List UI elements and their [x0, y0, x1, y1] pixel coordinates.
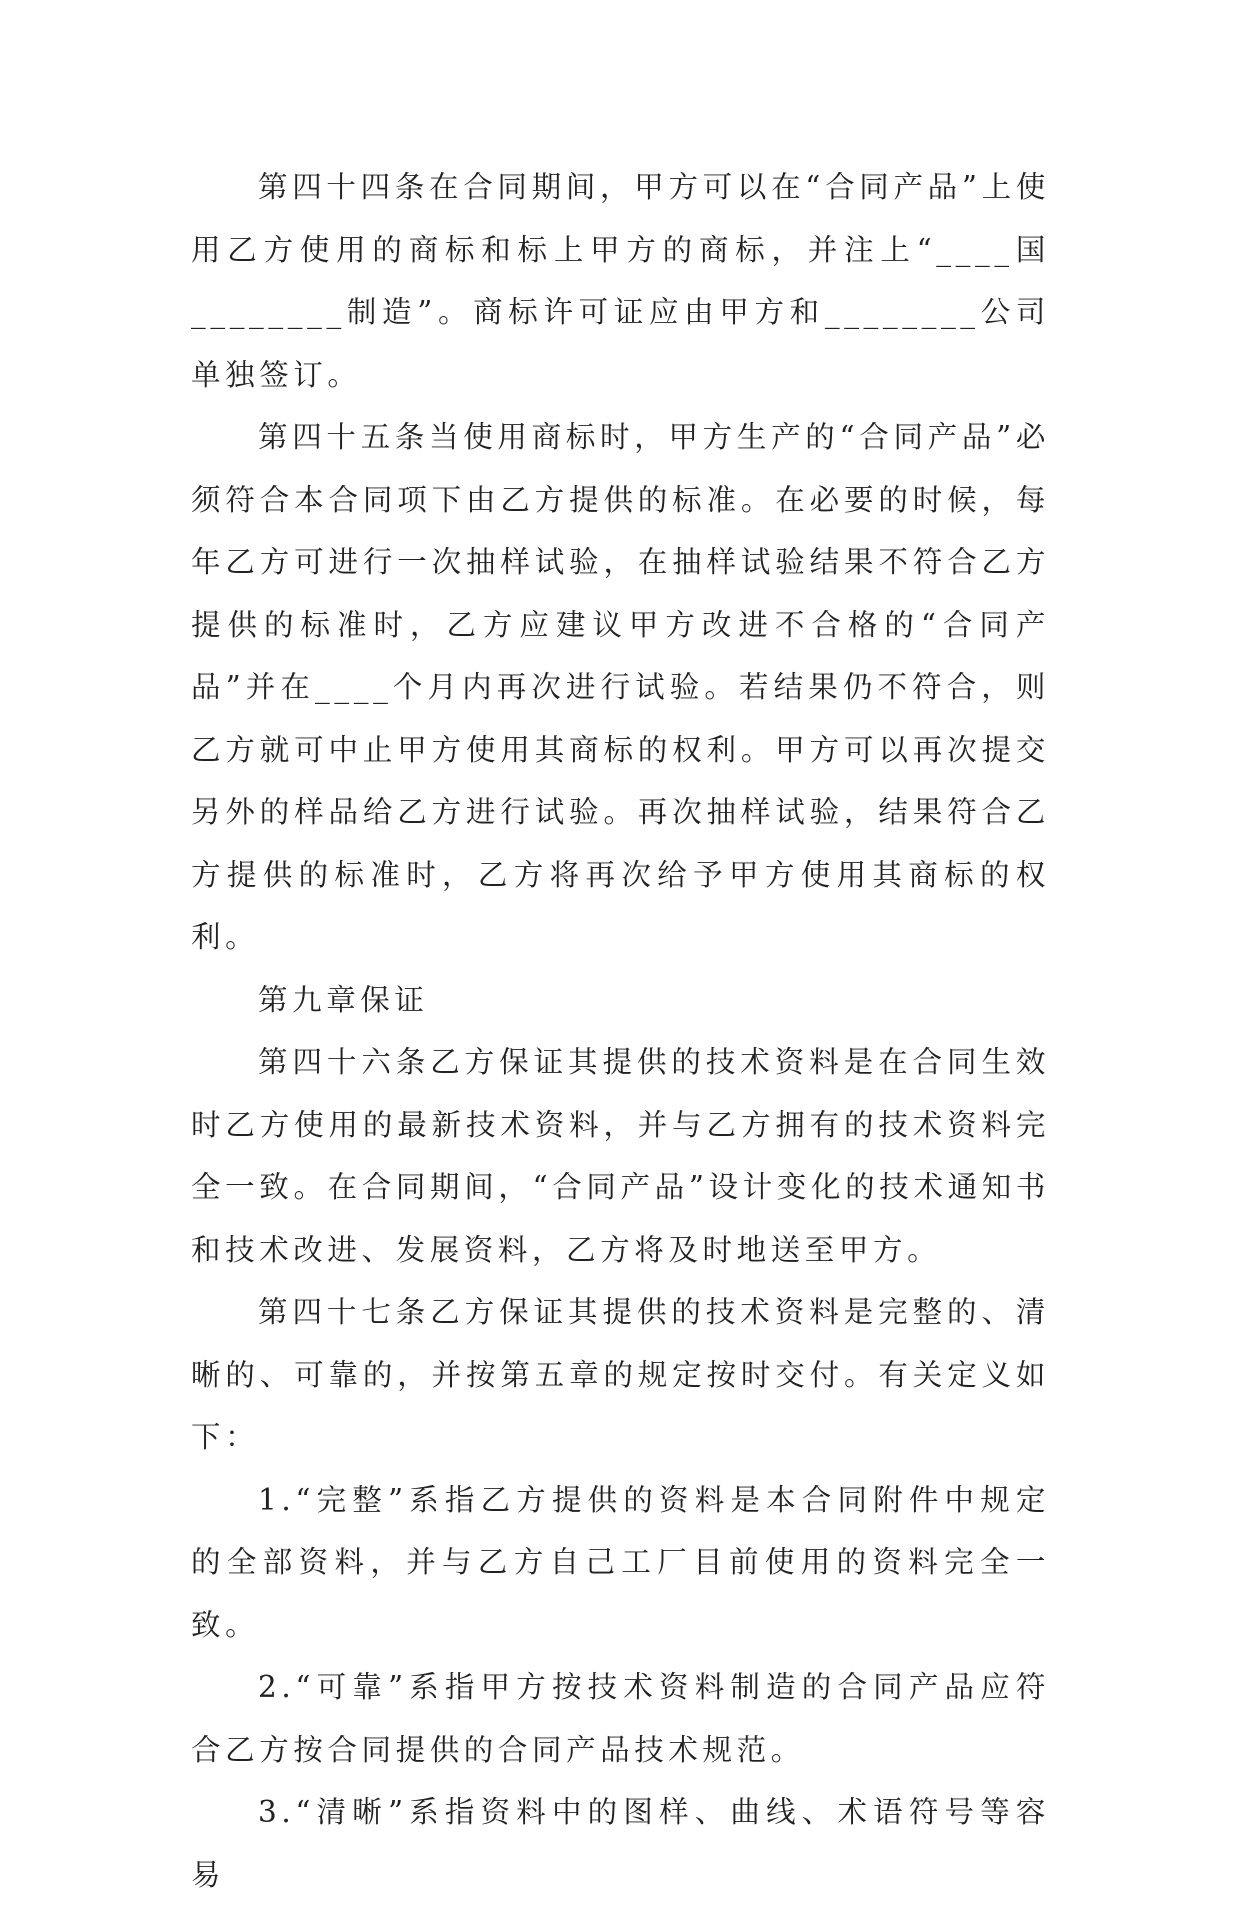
article-46-paragraph: 第四十六条乙方保证其提供的技术资料是在合同生效时乙方使用的最新技术资料，并与乙方拥有的技术资料完全一致。在合同期间，“合同产品”设计变化的技术通知书和技术改进、发展资料，乙方将及时地送至甲方。 [191, 1045, 1050, 1267]
article-45-paragraph: 第四十五条当使用商标时，甲方生产的“合同产品”必须符合本合同项下由乙方提供的标准。在必要的时候，每年乙方可进行一次抽样试验，在抽样试验结果不符合乙方提供的标准时，乙方应建议甲方改进不合格的“合同产品”并在____个月内再次进行试验。若结果仍不符合，则乙方就可中止甲方使用其商标的权利。甲方可以再次提交另外的样品给乙方进行试验。再次抽样试验，结果符合乙方提供的标准时，乙方将再次给予甲方使用其商标的权利。 [191, 420, 1050, 954]
definition-clear-paragraph: 3.“清晰”系指资料中的图样、曲线、术语符号等容易 [191, 1795, 1050, 1892]
article-44-paragraph: 第四十四条在合同期间，甲方可以在“合同产品”上使用乙方使用的商标和标上甲方的商标，并注上“____国________制造”。商标许可证应由甲方和________公司单独签订。 [191, 170, 1050, 392]
document-page [191, 156, 1050, 1906]
definition-reliable-paragraph: 2.“可靠”系指甲方按技术资料制造的合同产品应符合乙方按合同提供的合同产品技术规范。 [191, 1670, 1050, 1767]
article-47-paragraph: 第四十七条乙方保证其提供的技术资料是完整的、清晰的、可靠的，并按第五章的规定按时交付。有关定义如下： [191, 1295, 1050, 1454]
definition-complete-paragraph: 1.“完整”系指乙方提供的资料是本合同附件中规定的全部资料，并与乙方自己工厂目前使用的资料完全一致。 [191, 1482, 1050, 1642]
chapter-9-heading: 第九章保证 [258, 982, 429, 1017]
